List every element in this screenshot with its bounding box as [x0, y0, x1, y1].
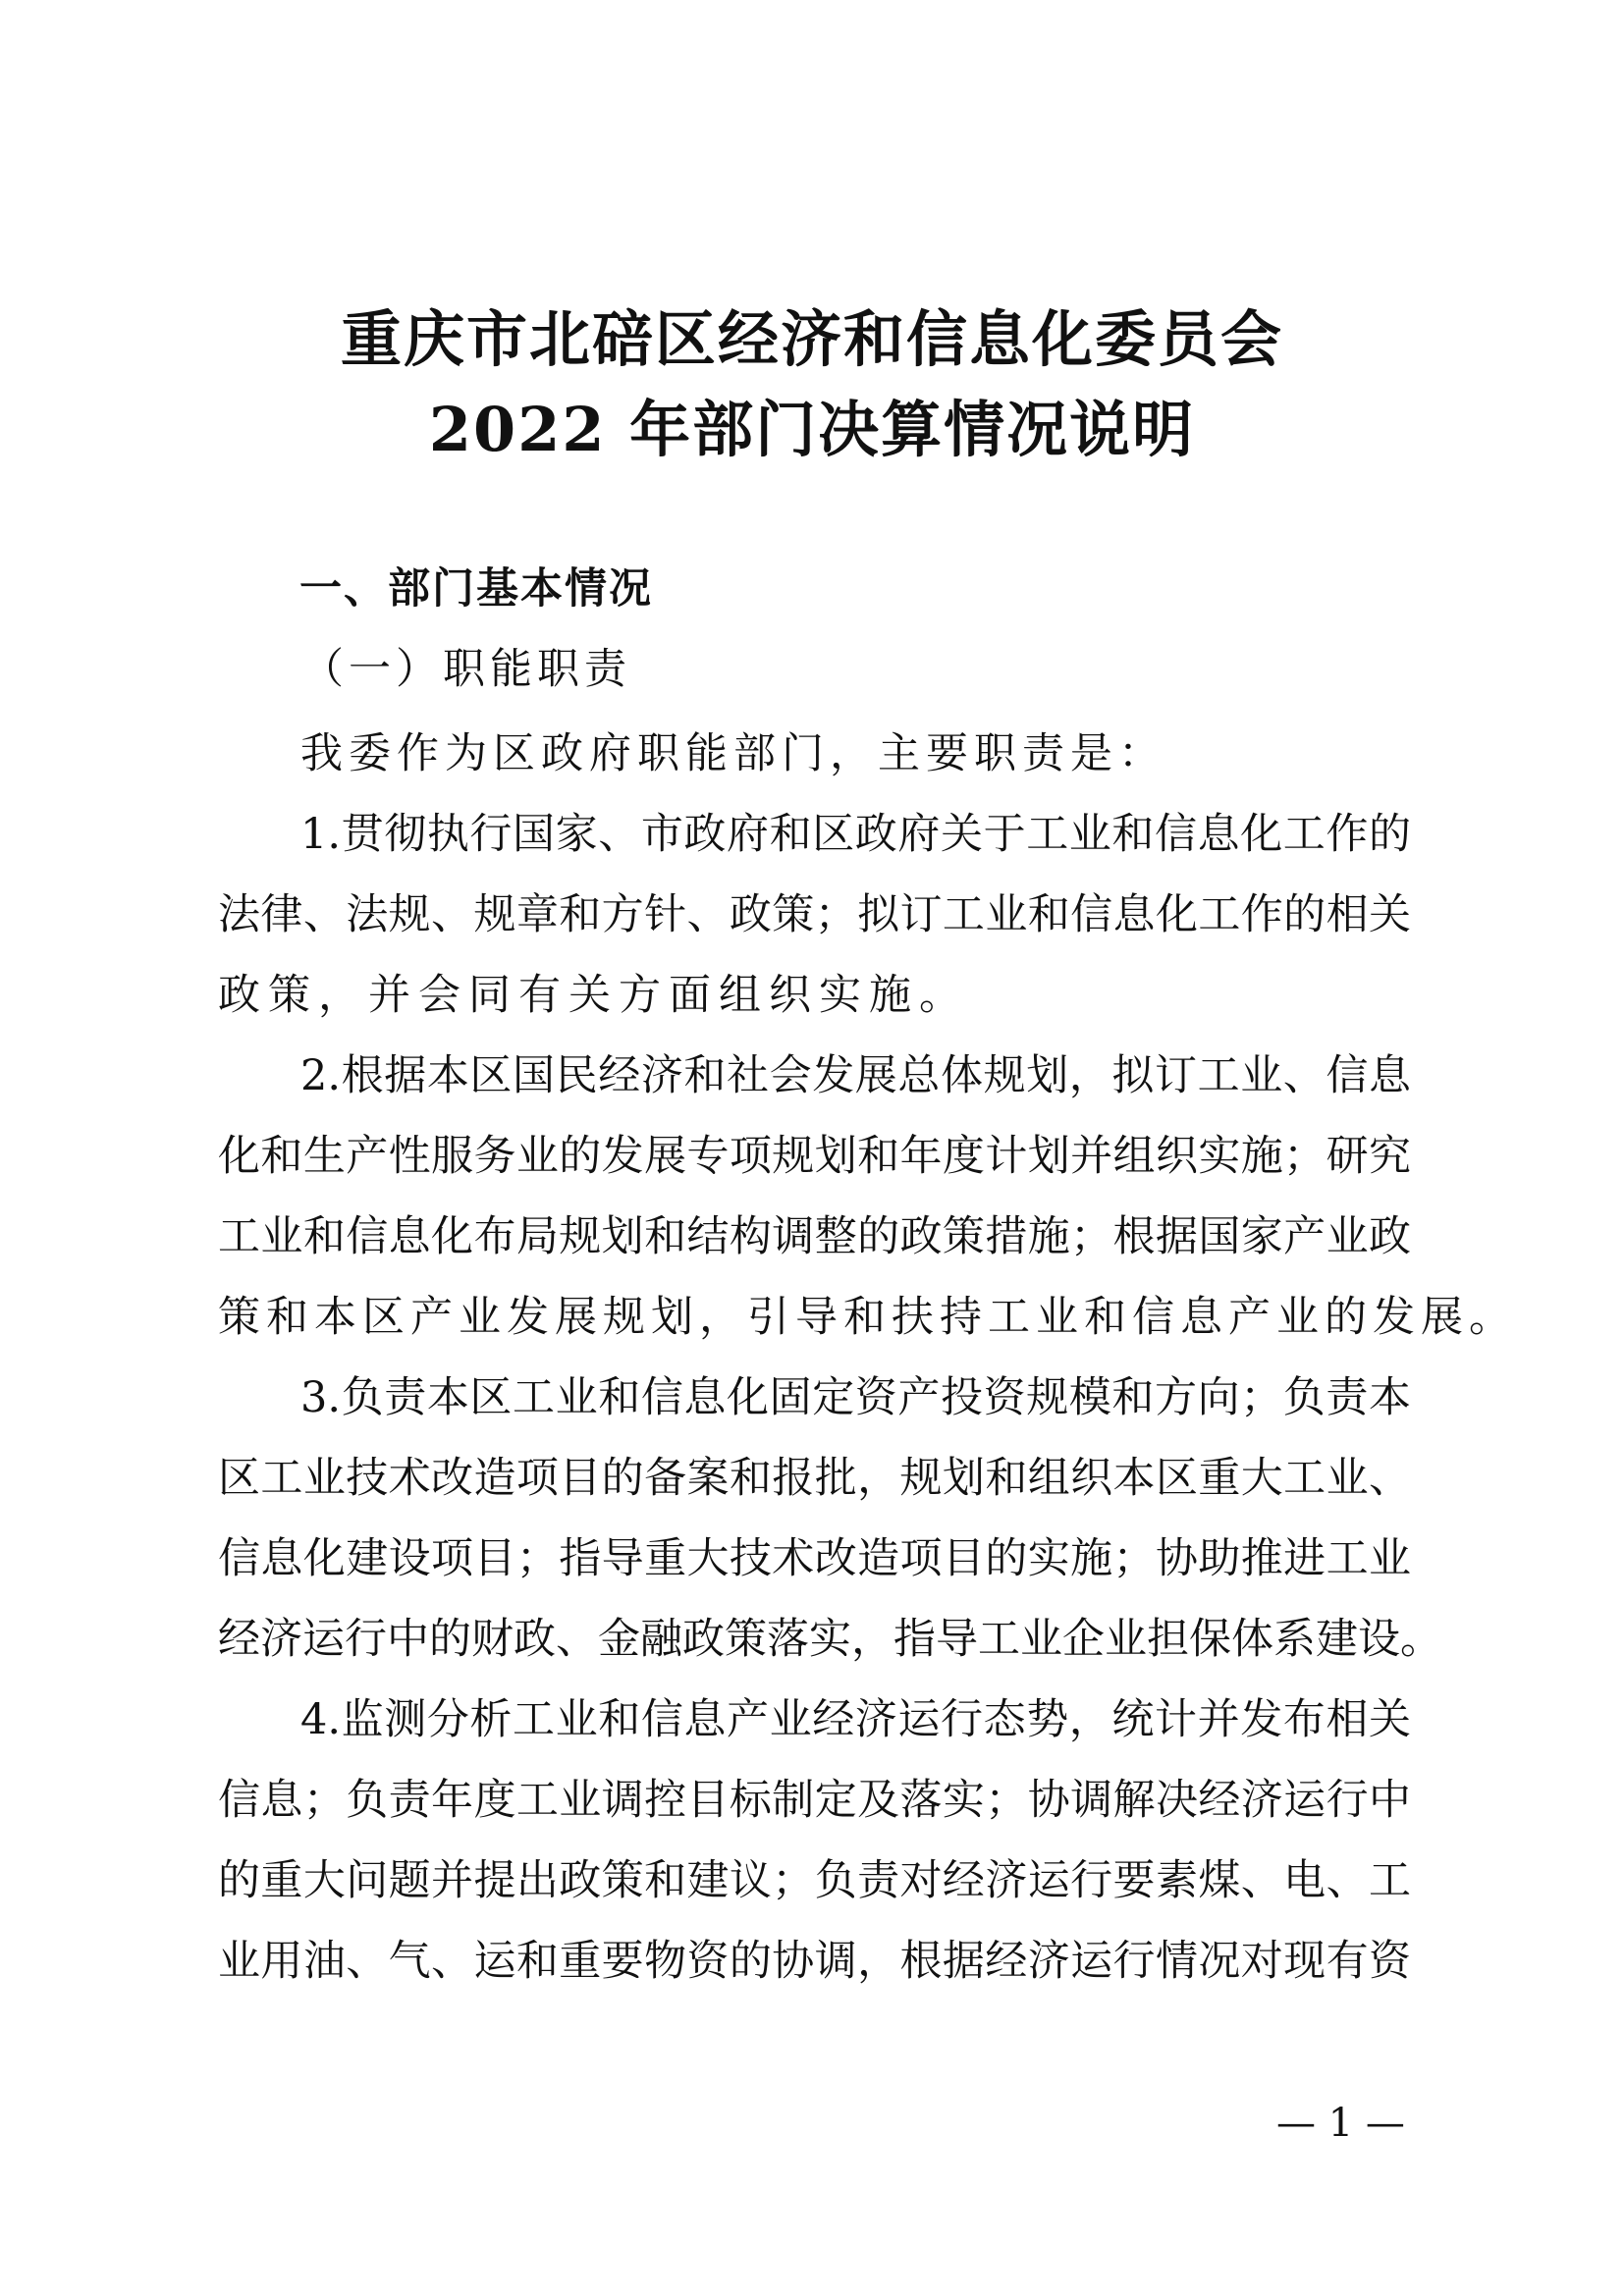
body-line: 策和本区产业发展规划，引导和扶持工业和信息产业的发展。: [218, 1293, 1517, 1342]
body-line: 工业和信息化布局规划和结构调整的政策措施；根据国家产业政: [218, 1212, 1411, 1261]
body-line: 经济运行中的财政、金融政策落实，指导工业企业担保体系建设。: [218, 1615, 1442, 1664]
body-line: 2.根据本区国民经济和社会发展总体规划，拟订工业、信息: [300, 1051, 1411, 1100]
body-line: 区工业技术改造项目的备案和报批，规划和组织本区重大工业、: [218, 1454, 1411, 1503]
body-line: 化和生产性服务业的发展专项规划和年度计划并组织实施；研究: [218, 1132, 1411, 1181]
body-line: 我委作为区政府职能部门，主要职责是：: [300, 729, 1166, 778]
body-line: 1.贯彻执行国家、市政府和区政府关于工业和信息化工作的: [300, 810, 1411, 859]
body-line: 信息化建设项目；指导重大技术改造项目的实施；协助推进工业: [218, 1534, 1411, 1583]
body-line: 法律、法规、规章和方针、政策；拟订工业和信息化工作的相关: [218, 890, 1411, 939]
body-line: 政策，并会同有关方面组织实施。: [218, 971, 969, 1020]
subsection-heading: （一）职能职责: [301, 645, 631, 694]
body-line: 4.监测分析工业和信息产业经济运行态势，统计并发布相关: [300, 1695, 1411, 1744]
section-heading: 一、部门基本情况: [299, 564, 653, 614]
document-title-line-2: 2022 年部门决算情况说明: [428, 394, 1196, 465]
page-number: — 1 —: [1276, 2101, 1405, 2146]
body-line: 业用油、气、运和重要物资的协调，根据经济运行情况对现有资: [218, 1937, 1411, 1986]
document-title-line-1: 重庆市北碚区经济和信息化委员会: [340, 303, 1283, 375]
body-line: 信息；负责年度工业调控目标制定及落实；协调解决经济运行中: [218, 1776, 1411, 1825]
body-line: 的重大问题并提出政策和建议；负责对经济运行要素煤、电、工: [218, 1856, 1411, 1905]
body-line: 3.负责本区工业和信息化固定资产投资规模和方向；负责本: [300, 1373, 1411, 1422]
